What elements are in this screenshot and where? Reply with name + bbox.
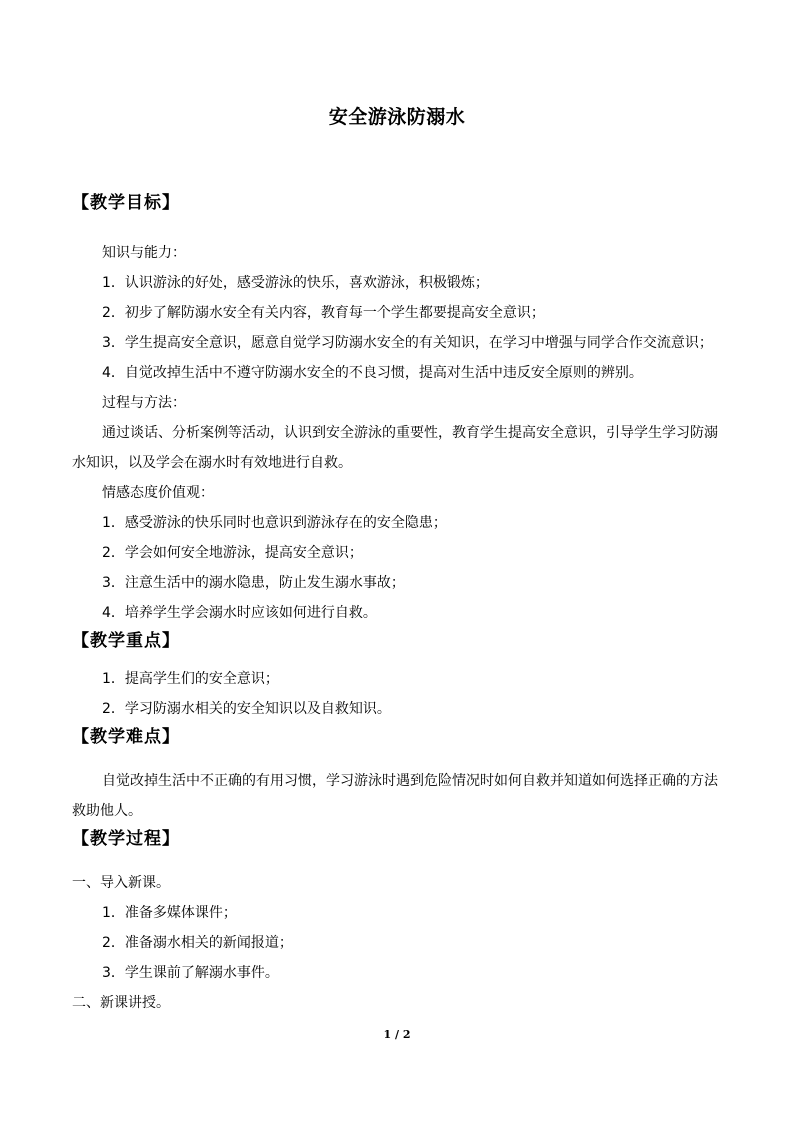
list-item: 4．培养学生学会溺水时应该如何进行自救。 — [102, 605, 377, 621]
process-method-label: 过程与方法： — [102, 395, 186, 411]
document-body — [72, 190, 722, 1018]
list-item: 2．学习防溺水相关的安全知识以及自救知识。 — [102, 701, 391, 717]
list-item: 3．学生课前了解溺水事件。 — [102, 965, 279, 981]
document-title: 安全游泳防溺水 — [328, 106, 466, 128]
list-item: 3．学生提高安全意识，愿意自觉学习防溺水安全的有关知识，在学习中增强与同学合作交流意识； — [102, 335, 713, 351]
list-item: 1．提高学生们的安全意识； — [102, 671, 279, 687]
difficulties-heading: 【教学难点】 — [72, 727, 180, 747]
process-method-text: 通过谈话、分析案例等活动，认识到安全游泳的重要性，教育学生提高安全意识，引导学生学习防溺水知识，以及学会在溺水时有效地进行自救。 — [72, 425, 718, 471]
objectives-heading: 【教学目标】 — [72, 193, 180, 213]
difficulties-text: 自觉改掉生活中不正确的有用习惯，学习游泳时遇到危险情况时如何自救并知道如何选择正确的方法救助他人。 — [72, 773, 718, 819]
part-one-label: 一、导入新课。 — [72, 875, 170, 891]
emotion-label: 情感态度价值观： — [102, 485, 214, 501]
list-item: 3．注意生活中的溺水隐患，防止发生溺水事故； — [102, 575, 405, 591]
knowledge-label: 知识与能力： — [102, 245, 186, 261]
page-number: 1 / 2 — [383, 1028, 411, 1041]
list-item: 1．准备多媒体课件； — [102, 905, 237, 921]
list-item: 2．学会如何安全地游泳，提高安全意识； — [102, 545, 363, 561]
list-item: 2．初步了解防溺水安全有关内容，教育每一个学生都要提高安全意识； — [102, 305, 545, 321]
list-item: 1．感受游泳的快乐同时也意识到游泳存在的安全隐患； — [102, 515, 447, 531]
list-item: 2．准备溺水相关的新闻报道； — [102, 935, 293, 951]
key-points-heading: 【教学重点】 — [72, 631, 180, 651]
list-item: 1．认识游泳的好处，感受游泳的快乐，喜欢游泳，积极锻炼； — [102, 275, 489, 291]
part-two-label: 二、新课讲授。 — [72, 995, 170, 1011]
process-heading: 【教学过程】 — [72, 829, 180, 849]
list-item: 4．自觉改掉生活中不遵守防溺水安全的不良习惯，提高对生活中违反安全原则的辨别。 — [102, 365, 643, 381]
